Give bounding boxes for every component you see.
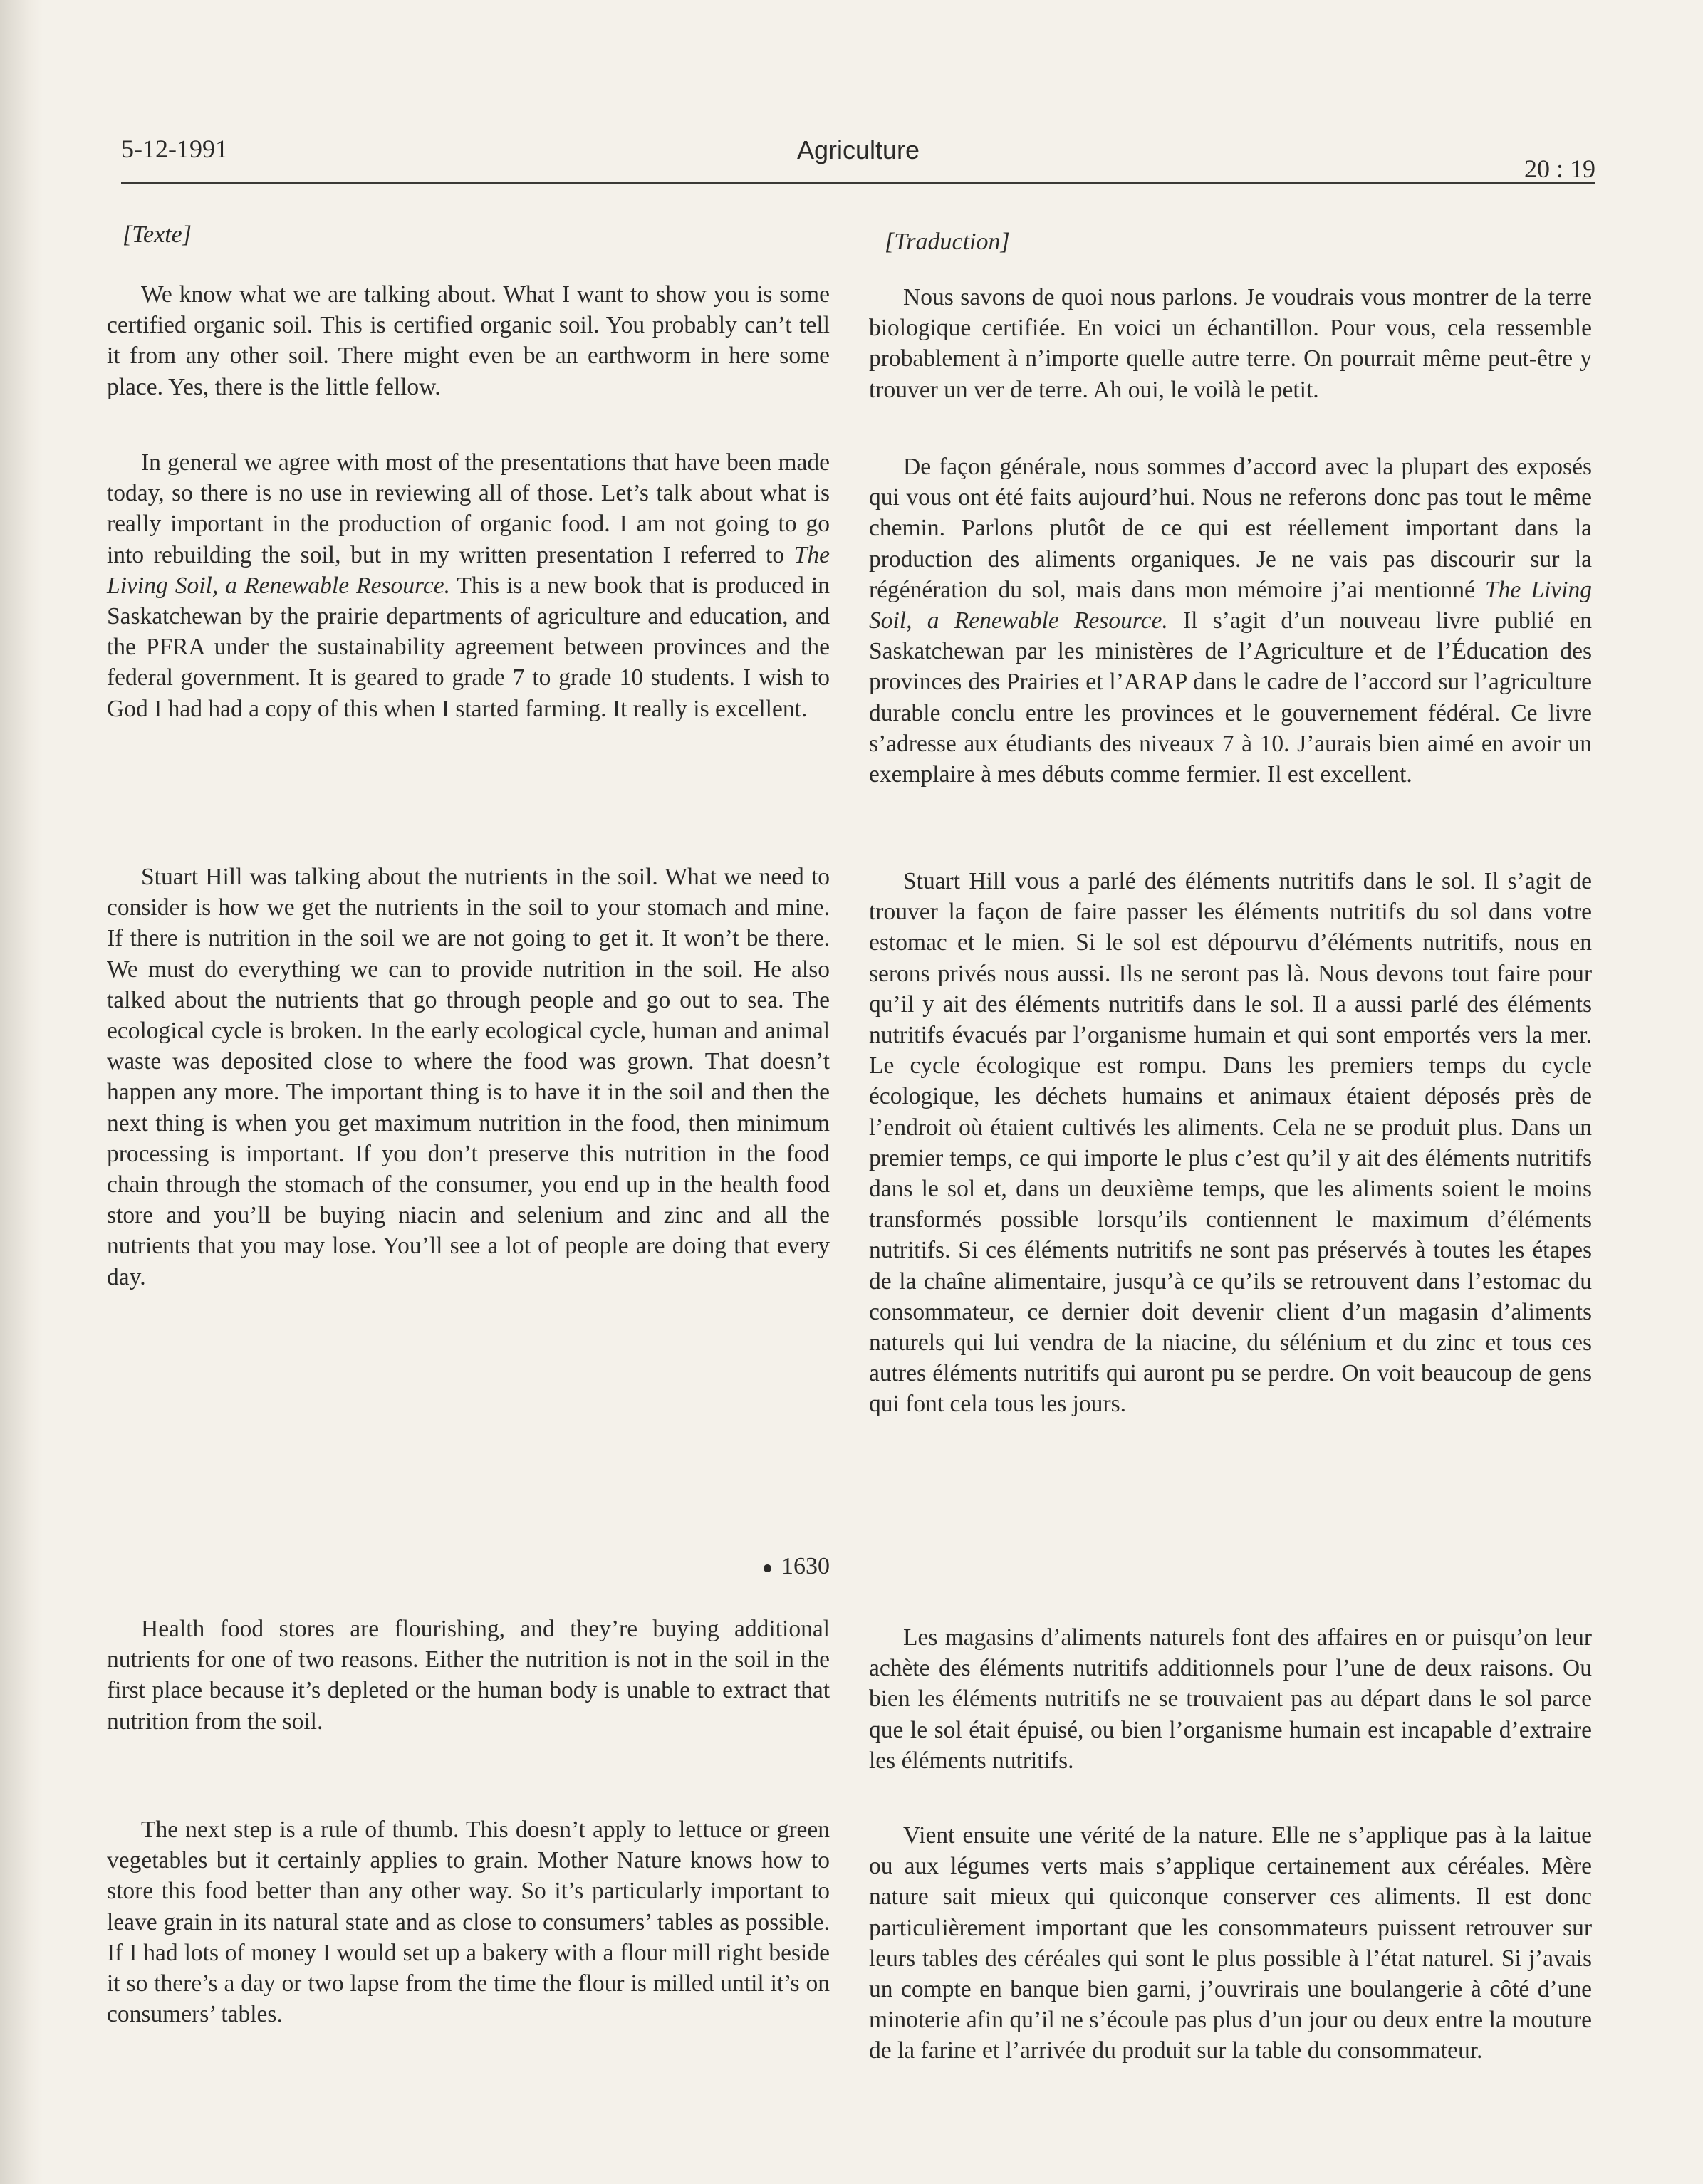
french-paragraph-3: Stuart Hill vous a parlé des éléments nutritifs dans le sol. Il s’agit de trouver la façon de faire passer les éléments nutritifs du sol dans votre estomac et le mien. Si le sol est dépourvu d’éléments nutritifs, nous en serons privés nous aussi. Ils ne seront pas là. Nous devons tout faire pour qu’il y ait des éléments nutritifs dans le sol. Il a aussi parlé des éléments nutritifs évacués par l’organisme humain et qui sont emportés vers la mer. Le cycle écologique est rompu. Dans les premiers temps du cycle écologique, les déchets humains et animaux étaient déposés près de l’endroit où étaient cultivés les aliments. Cela ne se produit plus. Dans un premier temps, ce qui importe le plus c’est qu’il y ait des éléments nutritifs dans le sol et, dans un deuxième temps, que les aliments soient le moins transformés possible lorsqu’ils contiennent le maximum d’éléments nutritifs. Si ces éléments nutritifs ne sont pas préservés à toutes les étapes de la chaîne alimentaire, jusqu’à ce qu’ils se retrouvent dans l’estomac du consommateur, ce dernier doit devenir client d’un magasin d’aliments naturels qui lui vendra de la niacine, du sélénium et du zinc et tous ces autres éléments nutritifs qui auront pu se perdre. On voit beaucoup de gens qui font cela tous les jours. bbox=[869, 868, 1592, 1418]
page-binding-edge bbox=[0, 0, 43, 2184]
french-column bbox=[869, 0, 1592, 2184]
bullet-icon bbox=[764, 1564, 771, 1572]
french-paragraph-5: Vient ensuite une vérité de la nature. Elle ne s’applique pas à la laitue ou aux légumes verts mais s’applique certainement aux céréales. Mère nature sait mieux qui quiconque conserver ces aliments. Il est donc particulièrement important que les consommateurs puissent retrouver sur leurs tables des céréales qui sont le plus possible à l’état naturel. Si j’avais un compte en banque bien garni, j’ouvrirais une boulangerie à côté d’une minoterie afin qu’il ne s’écoule pas plus d’un jour ou deux entre la mouture de la farine et l’arrivée du produit sur la table du consommateur. bbox=[869, 1822, 1592, 2064]
english-paragraph-3: Stuart Hill was talking about the nutrients in the soil. What we need to consider is how we get the nutrients in the soil to your stomach and mine. If there is nutrition in the soil we are not going to get it. It won’t be there. We must do everything we can to provide nutrition in the soil. He also talked about the nutrients that go through people and go out to sea. The ecological cycle is broken. In the early ecological cycle, human and animal waste was deposited close to where the food was grown. That doesn’t happen any more. The important thing is to have it in the soil and then the next thing is when you get maximum nutrition in the food, then minimum processing is important. If you don’t preserve this nutrition in the food chain through the stomach of the consumer, you end up in the health food store and you’ll be buying niacin and selenium and zinc and all the nutrients that you may lose. You’ll see a lot of people are doing that every day. bbox=[107, 864, 830, 1290]
header-title: Agriculture bbox=[796, 135, 920, 164]
header-date: 5-12-1991 bbox=[121, 135, 228, 163]
french-paragraph-4: Les magasins d’aliments naturels font des affaires en or puisqu’on leur achète des éléments nutritifs additionnels pour l’une de deux raisons. Ou bien les éléments nutritifs ne se trouvaient pas au départ dans le sol parce que le sol était épuisé, ou bien l’organisme humain est incapable d’extraire les éléments nutritifs. bbox=[869, 1624, 1592, 1774]
english-column-label: [Texte] bbox=[123, 221, 192, 248]
book-title-fr: The Living Soil, a Renewable Resource. bbox=[869, 576, 1592, 634]
english-column bbox=[107, 0, 830, 2184]
french-paragraph-2: De façon générale, nous sommes d’accord avec la plupart des exposés qui vous ont été faits aujourd’hui. Nous ne referons donc pas tout le même chemin. Parlons plutôt de ce qui est réellement important dans la production des aliments organiques. Je ne vais pas discourir sur la régénération du sol, mais dans mon mémoire j’ai mentionné The Living Soil, a Renewable Resource. Il s’agit d’un nouveau livre publié en Saskatchewan par les ministères de l’Agriculture et de l’Éducation des provinces des Prairies et l’ARAP dans le cadre de l’accord sur l’agriculture durable conclu entre les provinces et le gouvernement fédéral. Ce livre s’adresse aux étudiants des niveaux 7 à 10. J’aurais bien aimé en avoir un exemplaire à mes débuts comme fermier. Il est excellent. bbox=[869, 454, 1592, 788]
header-page-number: 20 : 19 bbox=[1524, 155, 1595, 183]
time-marker: 1630 bbox=[764, 1551, 830, 1582]
english-paragraph-2: In general we agree with most of the presentations that have been made today, so there is no use in reviewing all of those. Let’s talk about what is really important in the production of organic food. I am not going to go into rebuilding the soil, but in my written presentation I referred to The Living Soil, a Renewable Resource. This is a new book that is produced in Saskatchewan by the prairie departments of agriculture and education, and the PFRA under the sustainability agreement between provinces and the federal government. It is geared to grade 7 to grade 10 students. I wish to God I had had a copy of this when I started farming. It really is excellent. bbox=[107, 449, 830, 722]
french-paragraph-1: Nous savons de quoi nous parlons. Je voudrais vous montrer de la terre biologique certifiée. En voici un échantillon. Pour vous, cela ressemble probablement à n’importe quelle autre terre. On pourrait même peut-être y trouver un ver de terre. Ah oui, le voilà le petit. bbox=[869, 284, 1592, 403]
english-paragraph-5: The next step is a rule of thumb. This doesn’t apply to lettuce or green vegetables but it certainly applies to grain. Mother Nature knows how to store this food better than any other way. So it’s particularly important to leave grain in its natural state and as close to consumers’ tables as possible. If I had lots of money I would set up a bakery with a flour mill right beside it so there’s a day or two lapse from the time the flour is milled until it’s on consumers’ tables. bbox=[107, 1817, 830, 2028]
english-paragraph-1: We know what we are talking about. What I want to show you is some certified organic soil. This is certified organic soil. You probably can’t tell it from any other soil. There might even be an earthworm in here some place. Yes, there is the little fellow. bbox=[107, 281, 830, 400]
book-title: The Living Soil, a Renewable Resource. bbox=[107, 541, 830, 599]
english-paragraph-4: Health food stores are flourishing, and they’re buying additional nutrients for one of two reasons. Either the nutrition is not in the soil in the first place because it’s depleted or the human body is unable to extract that nutrition from the soil. bbox=[107, 1616, 830, 1735]
french-column-label: [Traduction] bbox=[885, 229, 1010, 255]
